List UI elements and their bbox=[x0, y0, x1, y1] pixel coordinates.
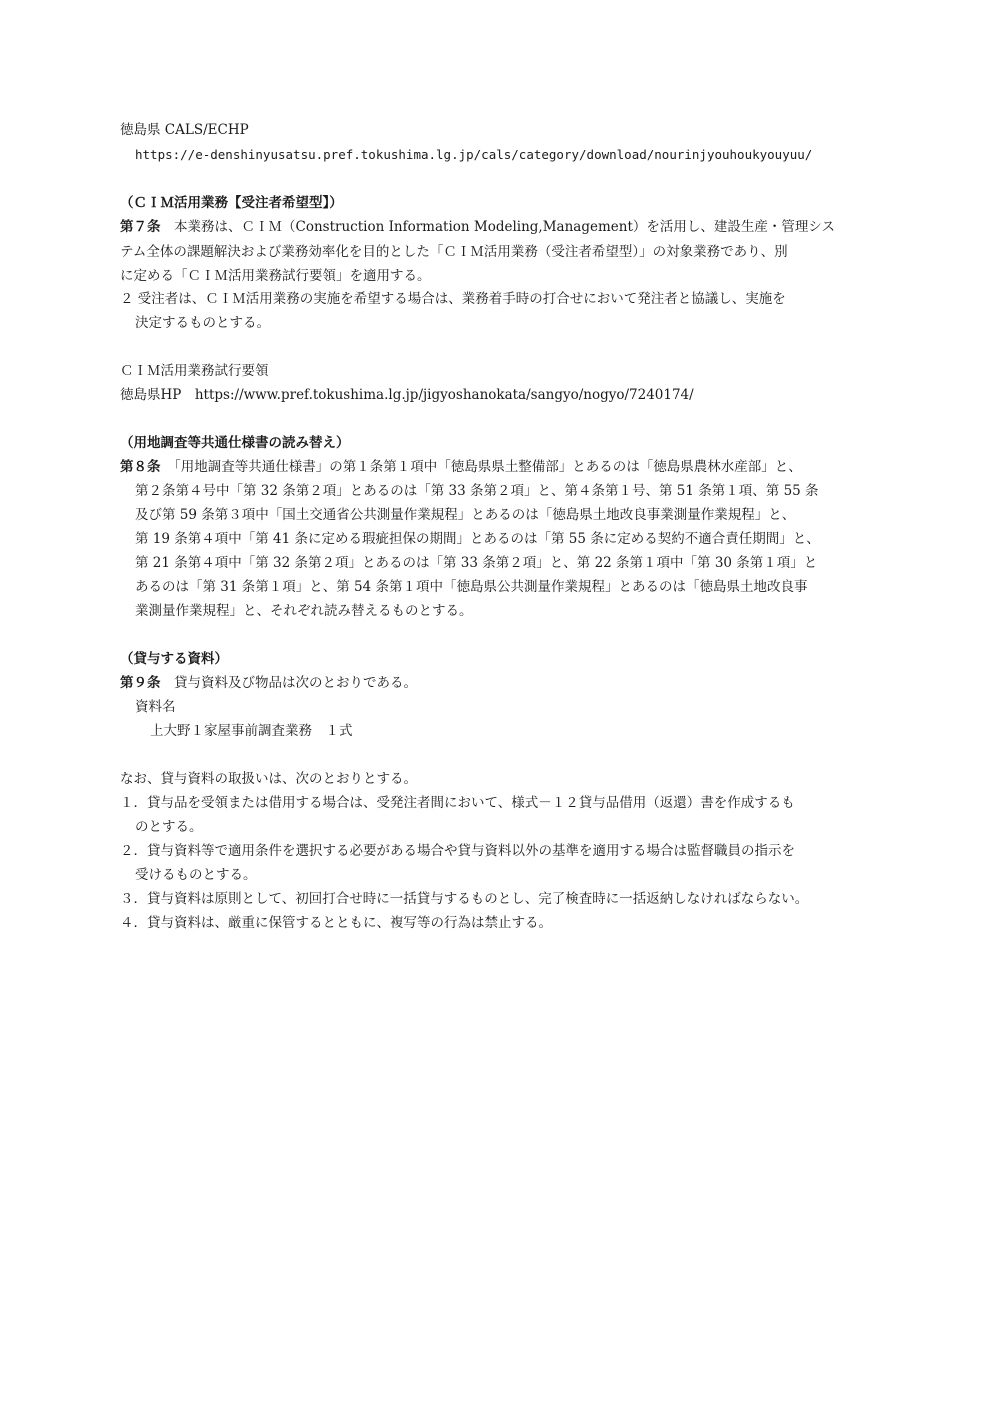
art7-title: 第７条 bbox=[120, 219, 161, 235]
cim-ref-title: ＣＩＭ活用業務試行要領 bbox=[120, 363, 269, 379]
art7-line2: テム全体の課題解決および業務効率化を目的とした「ＣＩＭ活用業務（受注者希望型）」の対象業務であり、別 bbox=[120, 244, 788, 260]
art8-line1 bbox=[120, 458, 802, 476]
handling-note: なお、貸与資料の取扱いは、次のとおりとする。 bbox=[120, 771, 417, 787]
cals-label: 徳島県 CALS/ECHP bbox=[120, 122, 249, 138]
handling-item-1: １．貸与品を受領または借用する場合は、受発注者間において、様式－１２貸与品借用（返還）書を作成するも bbox=[120, 795, 795, 811]
handling-item-3: ３．貸与資料は原則として、初回打合せ時に一括貸与するものとし、完了検査時に一括返納しなければならない。 bbox=[120, 891, 809, 907]
art8-title: 第８条 bbox=[120, 459, 161, 475]
cim-ref-hp[interactable]: 徳島県HP https://www.pref.tokushima.lg.jp/jigyoshanokata/sangyo/nogyo/7240174/ bbox=[120, 387, 694, 403]
art8-line7: 業測量作業規程」と、それぞれ読み替えるものとする。 bbox=[135, 603, 473, 619]
art8-line6: あるのは「第 31 条第１項」と、第 54 条第１項中「徳島県公共測量作業規程」とあるのは「徳島県土地改良事 bbox=[135, 579, 808, 595]
cals-url[interactable]: https://e-denshinyusatsu.pref.tokushima.lg.jp/cals/category/download/nourinjyouhoukyouyuu/ bbox=[135, 147, 813, 162]
art8-line5: 第 21 条第４項中「第 32 条第２項」とあるのは「第 33 条第２項」と、第 22 条第１項中「第 30 条第１項」と bbox=[135, 555, 818, 571]
art8-heading: （用地調査等共通仕様書の読み替え） bbox=[120, 435, 350, 451]
handling-item-2-cont: 受けるものとする。 bbox=[135, 867, 257, 883]
art7-line1 bbox=[120, 218, 835, 236]
art9-title: 第９条 bbox=[120, 675, 161, 691]
art7-text1: 本業務は、ＣＩＭ（Construction Information Modeling,Management）を活用し、建設生産・管理シス bbox=[160, 219, 835, 235]
art7-p2-line1: ２ 受注者は、ＣＩＭ活用業務の実施を希望する場合は、業務着手時の打合せにおいて発注者と協議し、実施を bbox=[120, 291, 786, 307]
art7-line3: に定める「ＣＩＭ活用業務試行要領」を適用する。 bbox=[120, 268, 431, 284]
art9-text1: 貸与資料及び物品は次のとおりである。 bbox=[160, 675, 417, 691]
art9-heading: （貸与する資料） bbox=[120, 651, 228, 667]
art8-text1: 「用地調査等共通仕様書」の第１条第１項中「徳島県県土整備部」とあるのは「徳島県農林水産部」と、 bbox=[160, 459, 802, 475]
art9-line1 bbox=[120, 674, 417, 692]
material-item: 上大野１家屋事前調査業務 １式 bbox=[150, 723, 353, 739]
art7-heading: （ＣＩＭ活用業務【受注者希望型】） bbox=[120, 195, 343, 211]
handling-item-2: ２．貸与資料等で適用条件を選択する必要がある場合や貸与資料以外の基準を適用する場合は監督職員の指示を bbox=[120, 843, 795, 859]
art8-line4: 第 19 条第４項中「第 41 条に定める瑕疵担保の期間」とあるのは「第 55 条に定める契約不適合責任期間」と、 bbox=[135, 531, 820, 547]
art8-line2: 第２条第４号中「第 32 条第２項」とあるのは「第 33 条第２項」と、第４条第１号、第 51 条第１項、第 55 条 bbox=[135, 483, 819, 499]
handling-item-4: ４．貸与資料は、厳重に保管するとともに、複写等の行為は禁止する。 bbox=[120, 915, 552, 931]
art7-p2-line2: 決定するものとする。 bbox=[135, 315, 270, 331]
art8-line3: 及び第 59 条第３項中「国土交通省公共測量作業規程」とあるのは「徳島県土地改良事業測量作業規程」と、 bbox=[135, 507, 796, 523]
material-label: 資料名 bbox=[135, 699, 176, 715]
handling-item-1-cont: のとする。 bbox=[135, 819, 203, 835]
